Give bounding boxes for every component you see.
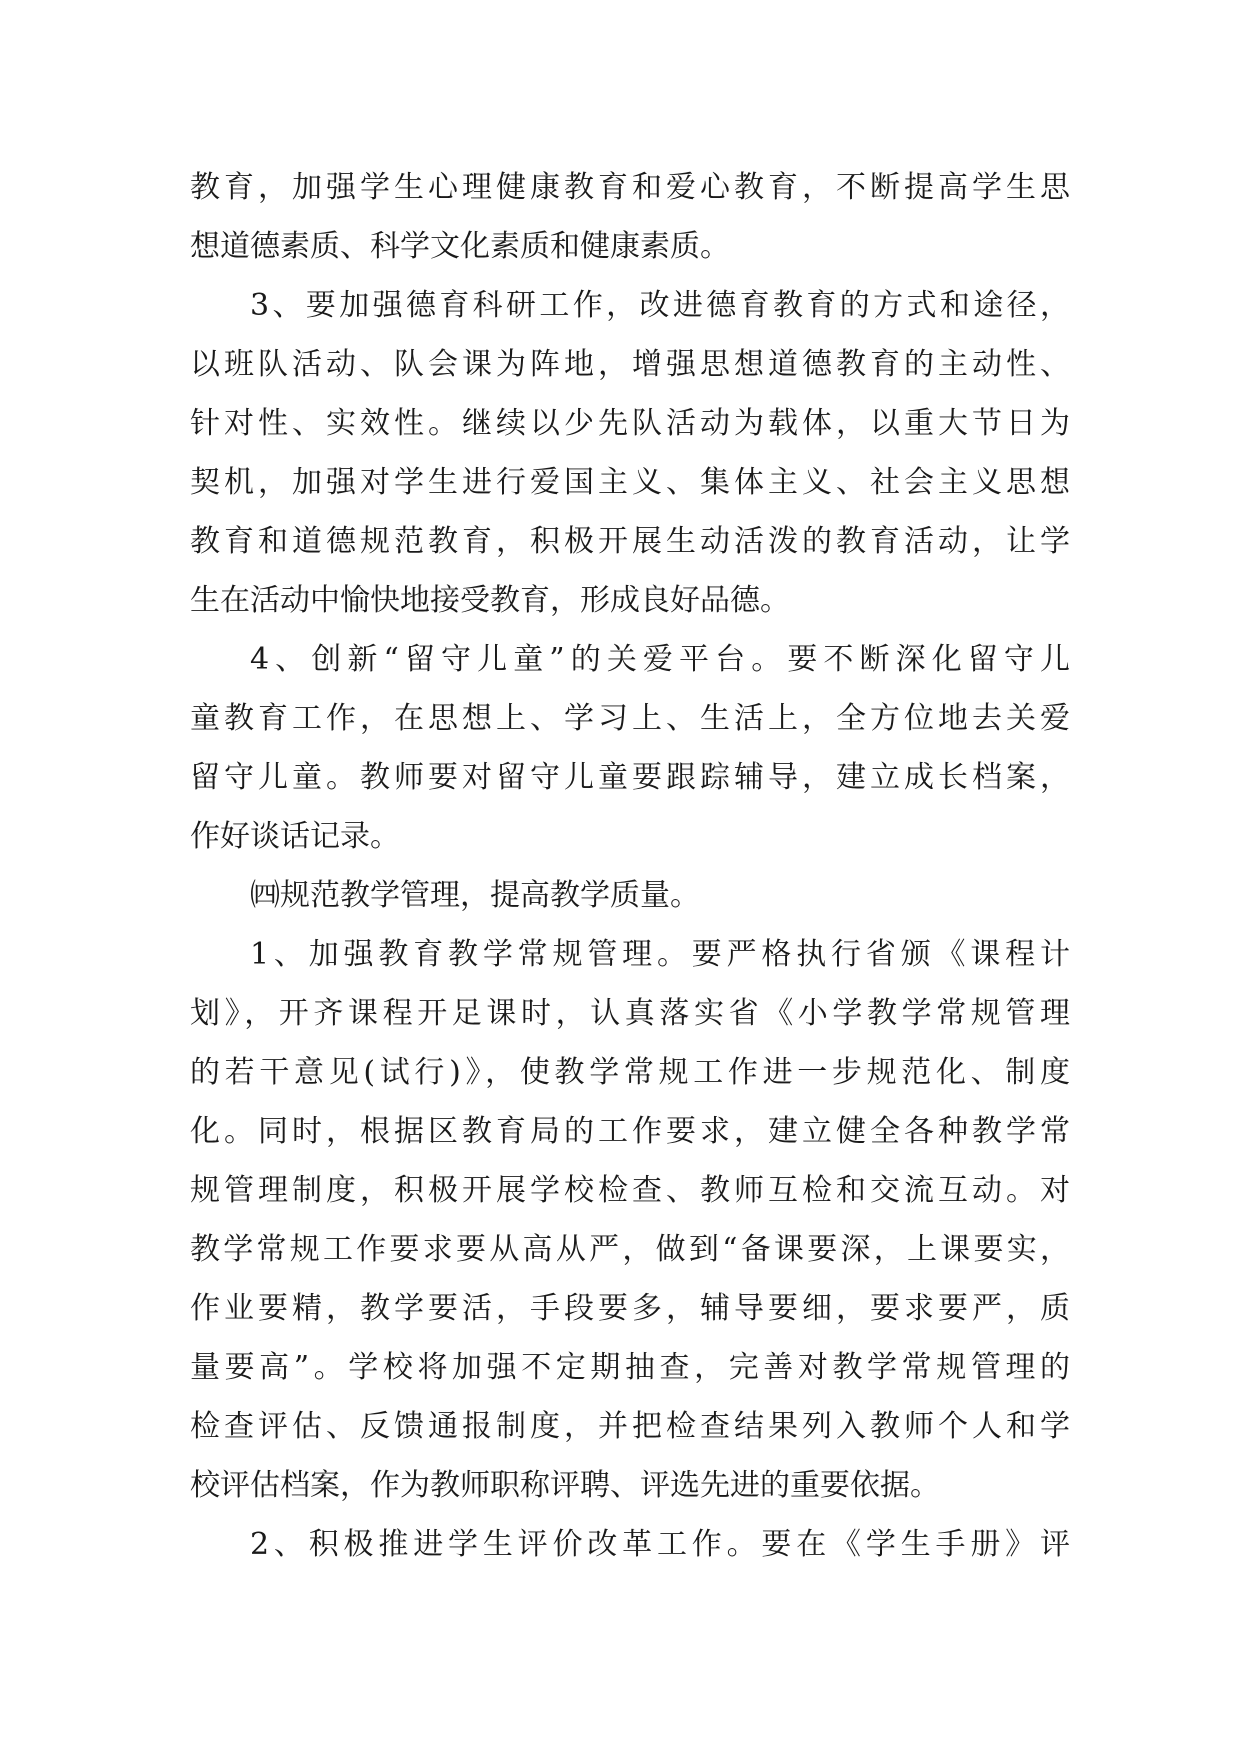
text-line: 以班队活动、队会课为阵地，增强思想道德教育的主动性、 bbox=[190, 347, 1070, 382]
section-heading: ㈣规范教学管理，提高教学质量。 bbox=[250, 878, 700, 913]
text-line: 划》，开齐课程开足课时，认真落实省《小学教学常规管理 bbox=[190, 996, 1070, 1031]
text-line: 作好谈话记录。 bbox=[190, 819, 400, 854]
text-line: 契机，加强对学生进行爱国主义、集体主义、社会主义思想 bbox=[190, 465, 1070, 500]
text-line: 作业要精，教学要活，手段要多，辅导要细，要求要严，质 bbox=[190, 1291, 1070, 1326]
text-line: 4、创新“留守儿童”的关爱平台。要不断深化留守儿 bbox=[250, 642, 1070, 677]
text-line: 校评估档案，作为教师职称评聘、评选先进的重要依据。 bbox=[190, 1468, 940, 1503]
document-body bbox=[190, 158, 1070, 1574]
text-line: 检查评估、反馈通报制度，并把检查结果列入教师个人和学 bbox=[190, 1409, 1070, 1444]
text-line: 想道德素质、科学文化素质和健康素质。 bbox=[190, 229, 730, 264]
text-line: 的若干意见(试行)》，使教学常规工作进一步规范化、制度 bbox=[190, 1055, 1070, 1090]
text-line: 2、积极推进学生评价改革工作。要在《学生手册》评 bbox=[250, 1527, 1070, 1562]
text-line: 3、要加强德育科研工作，改进德育教育的方式和途径， bbox=[250, 288, 1070, 323]
text-line: 1、加强教育教学常规管理。要严格执行省颁《课程计 bbox=[250, 937, 1070, 972]
text-line: 留守儿童。教师要对留守儿童要跟踪辅导，建立成长档案， bbox=[190, 760, 1070, 795]
text-line: 化。同时，根据区教育局的工作要求，建立健全各种教学常 bbox=[190, 1114, 1070, 1149]
text-line: 教学常规工作要求要从高从严，做到“备课要深，上课要实， bbox=[190, 1232, 1070, 1267]
text-line: 教育，加强学生心理健康教育和爱心教育，不断提高学生思 bbox=[190, 170, 1070, 205]
text-line: 童教育工作，在思想上、学习上、生活上，全方位地去关爱 bbox=[190, 701, 1070, 736]
text-line: 规管理制度，积极开展学校检查、教师互检和交流互动。对 bbox=[190, 1173, 1070, 1208]
text-line: 量要高”。学校将加强不定期抽查，完善对教学常规管理的 bbox=[190, 1350, 1070, 1385]
text-line: 生在活动中愉快地接受教育，形成良好品德。 bbox=[190, 583, 790, 618]
text-line: 教育和道德规范教育，积极开展生动活泼的教育活动，让学 bbox=[190, 524, 1070, 559]
text-line: 针对性、实效性。继续以少先队活动为载体，以重大节日为 bbox=[190, 406, 1070, 441]
